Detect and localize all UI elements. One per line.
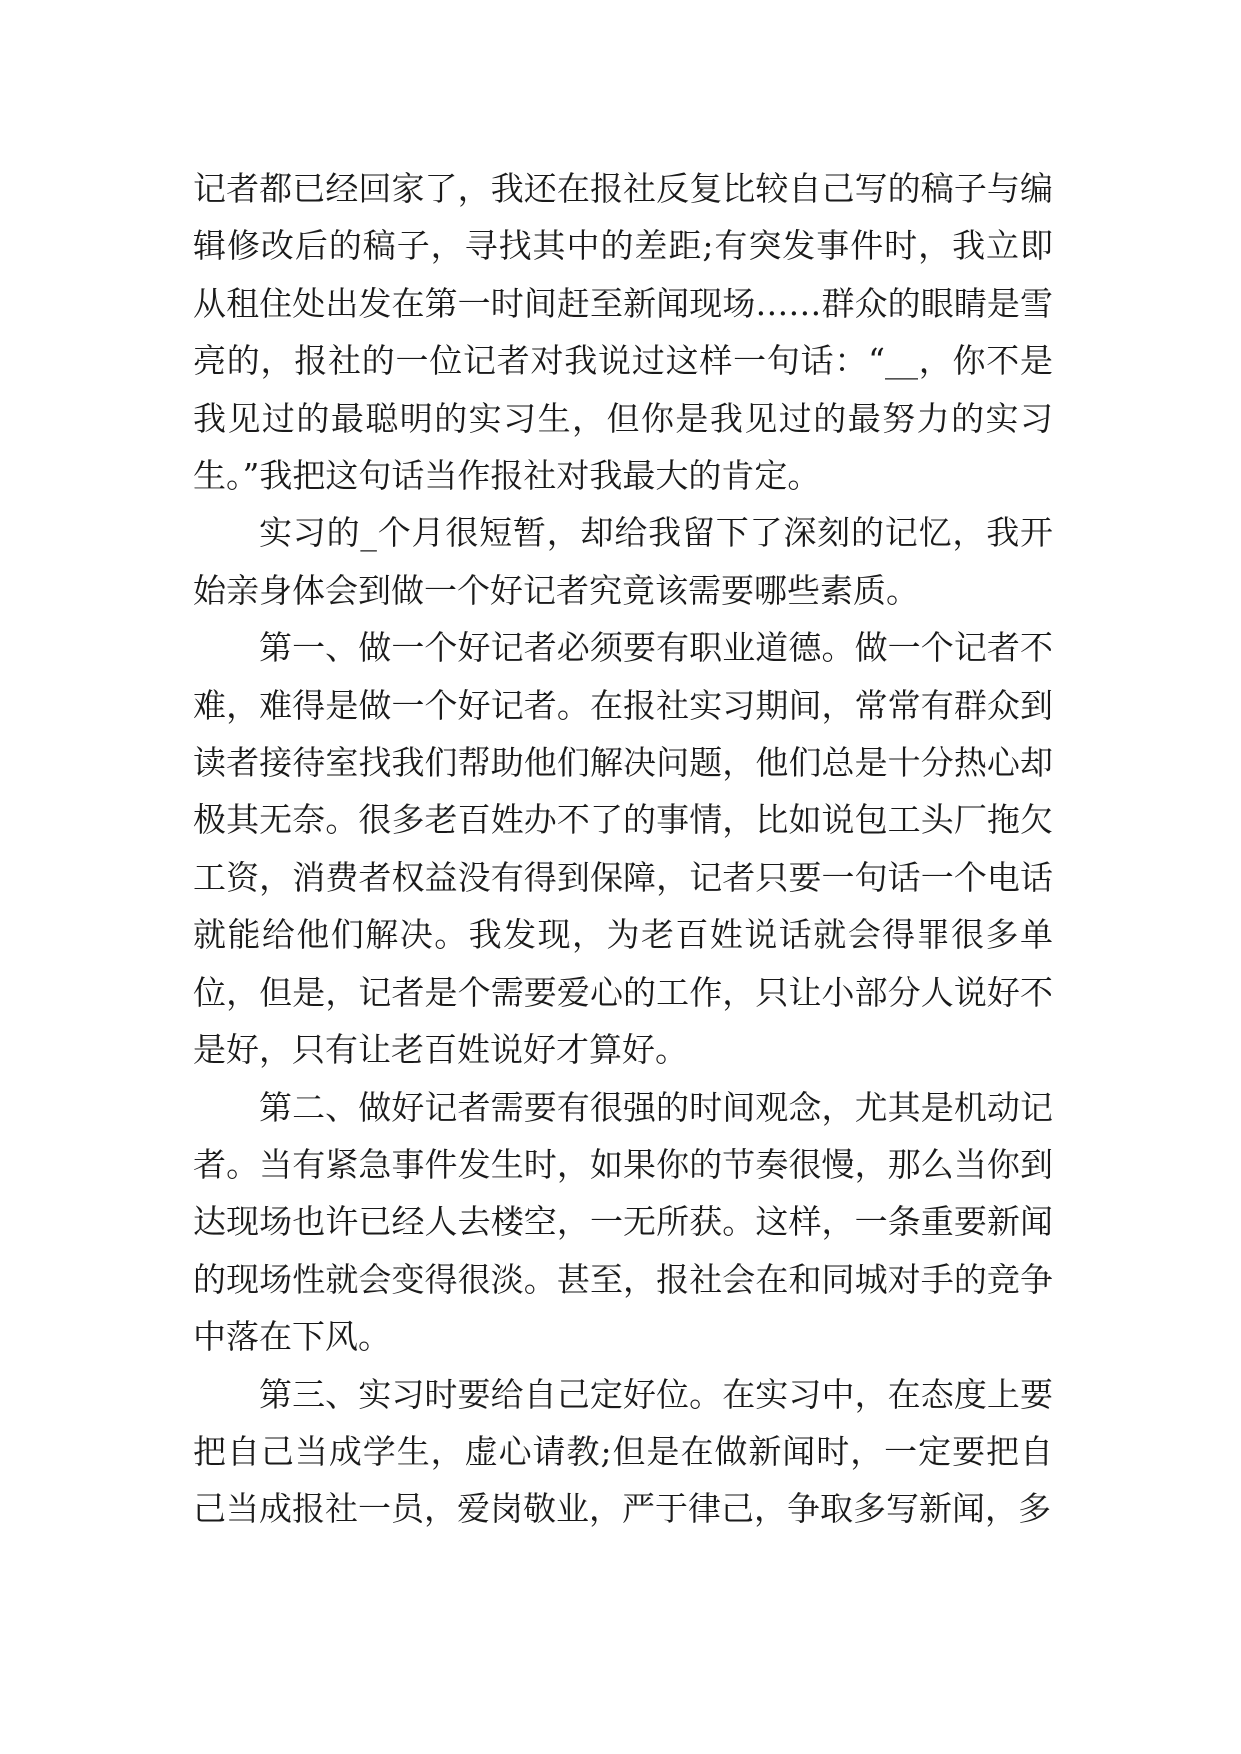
body-text xyxy=(193,160,1053,1538)
paragraph-internship-months: 实习的_个月很短暂，却给我留下了深刻的记忆，我开始亲身体会到做一个好记者究竟该需要哪些素质。 xyxy=(193,513,1053,610)
paragraph-first-ethics: 第一、做一个好记者必须要有职业道德。做一个记者不难，难得是做一个好记者。在报社实习期间，常常有群众到读者接待室找我们帮助他们解决问题，他们总是十分热心却极其无奈。很多老百姓办不了的事情，比如说包工头厂拖欠工资，消费者权益没有得到保障，记者只要一句话一个电话就能给他们解决。我发现，为老百姓说话就会得罪很多单位，但是，记者是个需要爱心的工作，只让小部分人说好不是好，只有让老百姓说好才算好。 xyxy=(193,628,1053,1070)
paragraph-second-time: 第二、做好记者需要有很强的时间观念，尤其是机动记者。当有紧急事件发生时，如果你的节奏很慢，那么当你到达现场也许已经人去楼空，一无所获。这样，一条重要新闻的现场性就会变得很淡。甚至，报社会在和同城对手的竞争中落在下风。 xyxy=(193,1087,1053,1357)
paragraph-continued: 记者都已经回家了，我还在报社反复比较自己写的稿子与编辑修改后的稿子，寻找其中的差距;有突发事件时，我立即从租住处出发在第一时间赶至新闻现场……群众的眼睛是雪亮的，报社的一位记者对我说过这样一句话：“__，你不是我见过的最聪明的实习生，但你是我见过的最努力的实习生。”我把这句话当作报社对我最大的肯定。 xyxy=(193,169,1053,496)
paragraph-third-positioning: 第三、实习时要给自己定好位。在实习中，在态度上要把自己当成学生，虚心请教;但是在做新闻时，一定要把自己当成报社一员，爱岗敬业，严于律己，争取多写新闻，多 xyxy=(193,1374,1053,1529)
